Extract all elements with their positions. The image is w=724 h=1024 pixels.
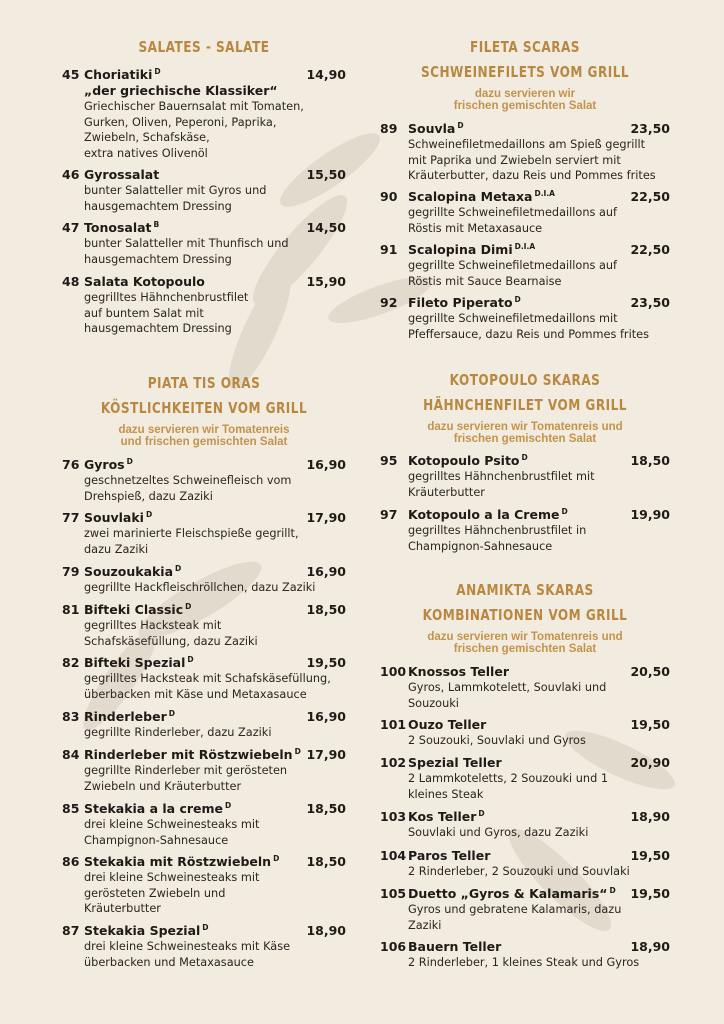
item-number: 90 <box>380 189 398 204</box>
item-price: 19,50 <box>630 886 670 901</box>
item-description: 2 Lammkoteletts, 2 Souzouki und 1 kleines Steak <box>408 772 609 801</box>
allergen-code: D <box>202 923 209 932</box>
item-name: Kotopoulo a la Creme <box>408 507 560 522</box>
item-number: 47 <box>62 220 80 235</box>
item-name: Stekakia mit Röstzwiebeln <box>84 854 272 869</box>
item-price: 18,50 <box>306 854 346 869</box>
item-price: 18,50 <box>306 801 346 816</box>
item-description: 2 Souzouki, Souvlaki und Gyros <box>408 734 586 747</box>
item-number: 82 <box>62 655 80 670</box>
item-name: Bauern Teller <box>408 939 502 954</box>
allergen-code: D <box>145 510 153 519</box>
item-description: gegrillte Schweinefiletmedaillons auf Röstis mit Sauce Bearnaise <box>408 259 618 288</box>
item-price: 19,50 <box>630 717 670 732</box>
left-column <box>62 0 346 1024</box>
item-description: Griechischer Bauernsalat mit Tomaten, Gurken, Oliven, Peperoni, Paprika, Zwiebeln, Schafskäse, extra natives Olivenöl <box>84 100 304 160</box>
item-description: bunter Salatteller mit Thunfisch und hausgemachtem Dressing <box>84 237 289 266</box>
item-price: 14,50 <box>306 220 346 235</box>
item-number: 100 <box>380 664 407 679</box>
item-description: Schweinefiletmedaillons am Spieß gegrillt mit Paprika und Zwiebeln serviert mit Kräuterbutter, dazu Reis und Pommes frites <box>408 138 656 182</box>
item-number: 85 <box>62 801 80 816</box>
menu-item <box>62 220 346 267</box>
menu-item <box>62 709 346 741</box>
item-price: 15,50 <box>306 167 346 182</box>
item-description: drei kleine Schweinesteaks mit Käse überbacken und Metaxasauce <box>84 940 291 969</box>
menu-item <box>380 453 670 500</box>
item-number: 103 <box>380 809 407 824</box>
item-name: Bifteki Spezial <box>84 655 186 670</box>
item-name: Salata Kotopoulo <box>84 274 205 289</box>
menu-item <box>62 801 346 848</box>
item-number: 83 <box>62 709 80 724</box>
item-price: 19,50 <box>306 655 346 670</box>
item-name: Tonosalat <box>84 220 152 235</box>
allergen-code: D <box>294 747 301 756</box>
allergen-code: D <box>168 709 175 718</box>
item-price: 16,90 <box>306 457 346 472</box>
allergen-code: D <box>185 602 192 611</box>
item-name: Kos Teller <box>408 809 477 824</box>
item-name: Stekakia Spezial <box>84 923 201 938</box>
item-description: zwei marinierte Fleischspieße gegrillt, dazu Zaziki <box>84 527 299 556</box>
item-price: 22,50 <box>630 242 670 257</box>
menu-item <box>380 295 670 342</box>
allergen-code: D <box>273 854 280 863</box>
item-number: 92 <box>380 295 398 310</box>
item-number: 79 <box>62 564 80 579</box>
menu-item <box>62 655 346 702</box>
section-note: dazu servieren wir Tomatenreis und frischen gemischten Salat <box>118 424 290 448</box>
item-name: Kotopoulo Psito <box>408 453 520 468</box>
menu-item <box>62 67 346 161</box>
section-subtitle: HÄHNCHENFILET VOM GRILL <box>423 396 627 414</box>
menu-item <box>62 510 346 557</box>
section-title: KOTOPOULO SKARAS <box>449 371 601 389</box>
item-name: Rinderleber <box>84 709 167 724</box>
item-price: 17,90 <box>306 747 346 762</box>
item-name: Souzoukakia <box>84 564 174 579</box>
item-name: Souvla <box>408 121 456 136</box>
item-name: Choriatiki <box>84 67 153 82</box>
menu-item <box>62 274 346 337</box>
item-price: 18,50 <box>630 453 670 468</box>
item-price: 18,50 <box>306 602 346 617</box>
section-title: PIATA TIS ORAS <box>147 374 261 392</box>
allergen-code: D <box>154 67 161 76</box>
menu-item <box>380 189 670 236</box>
menu-item <box>62 564 346 596</box>
menu-item <box>380 717 670 749</box>
section-subtitle: KOMBINATIONEN VOM GRILL <box>422 606 628 624</box>
item-description: drei kleine Schweinesteaks mit gerösteten Zwiebeln und Kräuterbutter <box>84 871 260 915</box>
item-name: Knossos Teller <box>408 664 509 679</box>
allergen-code: D <box>175 564 182 573</box>
section-note: dazu servieren wir frischen gemischten Salat <box>453 88 597 112</box>
menu-item <box>62 457 346 504</box>
allergen-code: D <box>478 809 485 818</box>
menu-item <box>62 747 346 794</box>
section-fileta-header <box>380 37 670 112</box>
item-description: Gyros, Lammkotelett, Souvlaki und Souzouki <box>408 681 607 710</box>
item-price: 20,90 <box>630 755 670 770</box>
menu-item <box>380 755 670 802</box>
allergen-code: D <box>561 507 568 516</box>
menu-item <box>62 923 346 970</box>
item-number: 97 <box>380 507 398 522</box>
item-price: 20,50 <box>630 664 670 679</box>
menu-item <box>380 848 670 880</box>
item-description: drei kleine Schweinesteaks mit Champignon-Sahnesauce <box>84 818 260 847</box>
section-piata-header <box>62 373 346 448</box>
item-price: 17,90 <box>306 510 346 525</box>
menu-item <box>62 602 346 649</box>
item-price: 19,90 <box>630 507 670 522</box>
item-name: Paros Teller <box>408 848 491 863</box>
item-number: 77 <box>62 510 80 525</box>
item-description: gegrillte Schweinefiletmedaillons auf Röstis mit Metaxasauce <box>408 206 618 235</box>
section-title: FILETA SCARAS <box>469 38 580 56</box>
allergen-code: D <box>609 886 616 895</box>
item-description: gegrilltes Hähnchenbrustfilet mit Kräuterbutter <box>408 470 595 499</box>
item-price: 18,90 <box>306 923 346 938</box>
item-description: gegrillte Rinderleber mit gerösteten Zwiebeln und Kräuterbutter <box>84 764 288 793</box>
item-number: 45 <box>62 67 80 82</box>
section-note: dazu servieren wir Tomatenreis und frischen gemischten Salat <box>427 631 623 655</box>
item-name: Gyros <box>84 457 125 472</box>
item-number: 104 <box>380 848 407 863</box>
menu-item <box>380 507 670 554</box>
item-description: Souvlaki und Gyros, dazu Zaziki <box>408 826 589 839</box>
item-name: Bifteki Classic <box>84 602 184 617</box>
menu-item <box>380 939 670 971</box>
section-note: dazu servieren wir Tomatenreis und frischen gemischten Salat <box>427 421 623 445</box>
section-kotopoulo-header <box>380 370 670 445</box>
item-price: 15,90 <box>306 274 346 289</box>
item-number: 101 <box>380 717 407 732</box>
allergen-code: D <box>225 801 232 810</box>
menu-item <box>62 854 346 917</box>
allergen-code: D.I.A <box>514 242 536 251</box>
section-anamikta-header <box>380 580 670 655</box>
item-number: 81 <box>62 602 80 617</box>
section-subtitle: SCHWEINEFILETS VOM GRILL <box>420 63 630 81</box>
item-number: 46 <box>62 167 80 182</box>
item-name: Ouzo Teller <box>408 717 487 732</box>
menu-item <box>380 242 670 289</box>
item-subtitle: „der griechische Klassiker“ <box>84 83 278 98</box>
item-description: Gyros und gebratene Kalamaris, dazu Zaziki <box>408 903 622 932</box>
item-price: 23,50 <box>630 295 670 310</box>
section-title: SALATES - SALATE <box>138 38 270 56</box>
allergen-code: D <box>514 295 521 304</box>
item-name: Spezial Teller <box>408 755 502 770</box>
item-number: 95 <box>380 453 398 468</box>
item-name: Duetto „Gyros & Kalamaris“ <box>408 886 608 901</box>
item-price: 23,50 <box>630 121 670 136</box>
item-number: 91 <box>380 242 398 257</box>
item-description: gegrilltes Hacksteak mit Schafskäsefüllung, überbacken mit Käse und Metaxasauce <box>84 672 331 701</box>
item-description: gegrillte Hackfleischröllchen, dazu Zaziki <box>84 581 316 594</box>
item-description: 2 Rinderleber, 2 Souzouki und Souvlaki <box>408 865 630 878</box>
item-description: gegrillte Rinderleber, dazu Zaziki <box>84 726 272 739</box>
menu-item <box>380 809 670 841</box>
right-column <box>380 0 670 1024</box>
item-number: 76 <box>62 457 80 472</box>
item-name: Scalopina Dimi <box>408 242 513 257</box>
item-number: 87 <box>62 923 80 938</box>
section-title: ANAMIKTA SKARAS <box>456 581 594 599</box>
menu-item <box>380 121 670 184</box>
allergen-code: D <box>457 121 464 130</box>
item-name: Stekakia a la creme <box>84 801 224 816</box>
item-price: 18,90 <box>630 939 670 954</box>
menu-item <box>380 886 670 933</box>
item-description: bunter Salatteller mit Gyros und hausgemachtem Dressing <box>84 184 267 213</box>
item-description: gegrilltes Hacksteak mit Schafskäsefüllung, dazu Zaziki <box>84 619 258 648</box>
item-name: Souvlaki <box>84 510 144 525</box>
item-name: Scalopina Metaxa <box>408 189 533 204</box>
allergen-code: D <box>187 655 194 664</box>
item-description: gegrilltes Hähnchenbrustfilet auf buntem Salat mit hausgemachtem Dressing <box>84 291 249 335</box>
item-number: 48 <box>62 274 80 289</box>
item-price: 18,90 <box>630 809 670 824</box>
item-name: Gyrossalat <box>84 167 160 182</box>
item-price: 16,90 <box>306 564 346 579</box>
item-number: 84 <box>62 747 80 762</box>
item-number: 102 <box>380 755 407 770</box>
item-description: gegrilltes Hähnchenbrustfilet in Champignon-Sahnesauce <box>408 524 587 553</box>
allergen-code: D <box>126 457 133 466</box>
item-price: 19,50 <box>630 848 670 863</box>
menu-item <box>62 167 346 214</box>
item-name: Rinderleber mit Röstzwiebeln <box>84 747 293 762</box>
section-subtitle: KÖSTLICHKEITEN VOM GRILL <box>100 399 308 417</box>
item-price: 22,50 <box>630 189 670 204</box>
allergen-code: B <box>153 220 160 229</box>
section-salate-header <box>62 37 346 57</box>
item-number: 86 <box>62 854 80 869</box>
item-description: geschnetzeltes Schweinefleisch vom Drehspieß, dazu Zaziki <box>84 474 292 503</box>
allergen-code: D.I.A <box>534 189 555 198</box>
menu-item <box>380 664 670 711</box>
item-name: Fileto Piperato <box>408 295 513 310</box>
item-number: 89 <box>380 121 398 136</box>
allergen-code: D <box>521 453 528 462</box>
item-description: gegrillte Schweinefiletmedaillons mit Pfeffersauce, dazu Reis und Pommes frites <box>408 312 649 341</box>
item-price: 14,90 <box>306 67 346 82</box>
item-number: 106 <box>380 939 407 954</box>
item-price: 16,90 <box>306 709 346 724</box>
item-description: 2 Rinderleber, 1 kleines Steak und Gyros <box>408 956 640 969</box>
item-number: 105 <box>380 886 407 901</box>
